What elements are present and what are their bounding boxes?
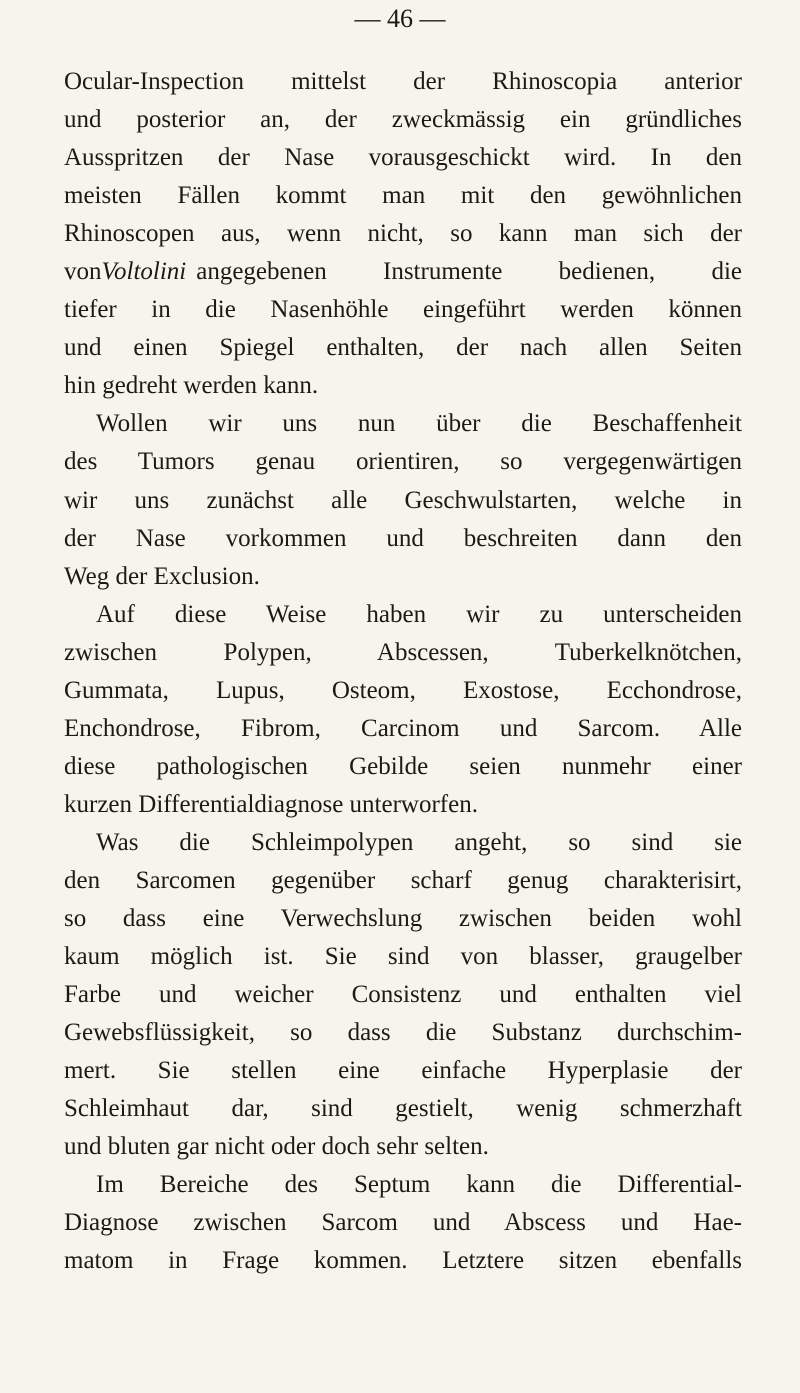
text-line: matom in Frage kommen. Letztere sitzen ebenfalls <box>64 1247 742 1275</box>
text-line: mert. Sie stellen eine einfache Hyperplasie der <box>64 1057 742 1085</box>
text-line: Weg der Exclusion. <box>64 562 260 590</box>
text-line: wir uns zunächst alle Geschwulstarten, welche in <box>64 486 742 514</box>
text-line: Gewebsflüssigkeit, so dass die Substanz durchschim- <box>64 1019 742 1047</box>
text-line: meisten Fällen kommt man mit den gewöhnlichen <box>64 182 742 210</box>
text-line: kurzen Differentialdiagnose unterworfen. <box>64 790 478 818</box>
text-line: Schleimhaut dar, sind gestielt, wenig schmerzhaft <box>64 1095 742 1123</box>
text-line: Was die Schleimpolypen angeht, so sind sie <box>96 828 742 856</box>
text-line: und posterior an, der zweckmässig ein gründliches <box>64 106 742 134</box>
text-line: Wollen wir uns nun über die Beschaffenheit <box>96 410 742 438</box>
text-segment: angegebenen Instrumente bedienen, die <box>196 258 742 286</box>
text-line: kaum möglich ist. Sie sind von blasser, graugelber <box>64 943 742 971</box>
text-line <box>64 253 742 291</box>
author-name-italic: Voltolini <box>101 258 187 286</box>
text-line: hin gedreht werden kann. <box>64 372 319 400</box>
text-line: Ocular-Inspection mittelst der Rhinoscopia anterior <box>64 68 742 95</box>
body-text <box>64 63 742 1281</box>
text-line: Rhinoscopen aus, wenn nicht, so kann man sich der <box>64 220 742 248</box>
text-segment: von <box>64 258 102 286</box>
text-line: diese pathologischen Gebilde seien nunmehr einer <box>64 752 742 780</box>
text-line: Ausspritzen der Nase vorausgeschickt wird. In den <box>64 144 742 172</box>
text-line: und bluten gar nicht oder doch sehr selten. <box>64 1133 489 1161</box>
text-line: so dass eine Verwechslung zwischen beiden wohl <box>64 905 742 933</box>
text-line: Diagnose zwischen Sarcom und Abscess und Hae- <box>64 1209 742 1237</box>
text-line: des Tumors genau orientiren, so vergegenwärtigen <box>64 448 742 476</box>
text-line: Enchondrose, Fibrom, Carcinom und Sarcom. Alle <box>64 714 742 742</box>
page-number: — 46 — <box>354 4 446 33</box>
text-line: Auf diese Weise haben wir zu unterscheiden <box>96 600 742 628</box>
text-line: Farbe und weicher Consistenz und enthalten viel <box>64 981 742 1009</box>
text-line: tiefer in die Nasenhöhle eingeführt werden können <box>64 296 742 324</box>
text-line: und einen Spiegel enthalten, der nach allen Seiten <box>64 334 742 362</box>
text-line: Im Bereiche des Septum kann die Differential- <box>96 1171 742 1199</box>
text-line: zwischen Polypen, Abscessen, Tuberkelknötchen, <box>64 638 742 666</box>
text-line: den Sarcomen gegenüber scharf genug charakterisirt, <box>64 866 742 894</box>
text-line: der Nase vorkommen und beschreiten dann den <box>64 524 742 552</box>
text-line: Gummata, Lupus, Osteom, Exostose, Ecchondrose, <box>64 676 742 704</box>
